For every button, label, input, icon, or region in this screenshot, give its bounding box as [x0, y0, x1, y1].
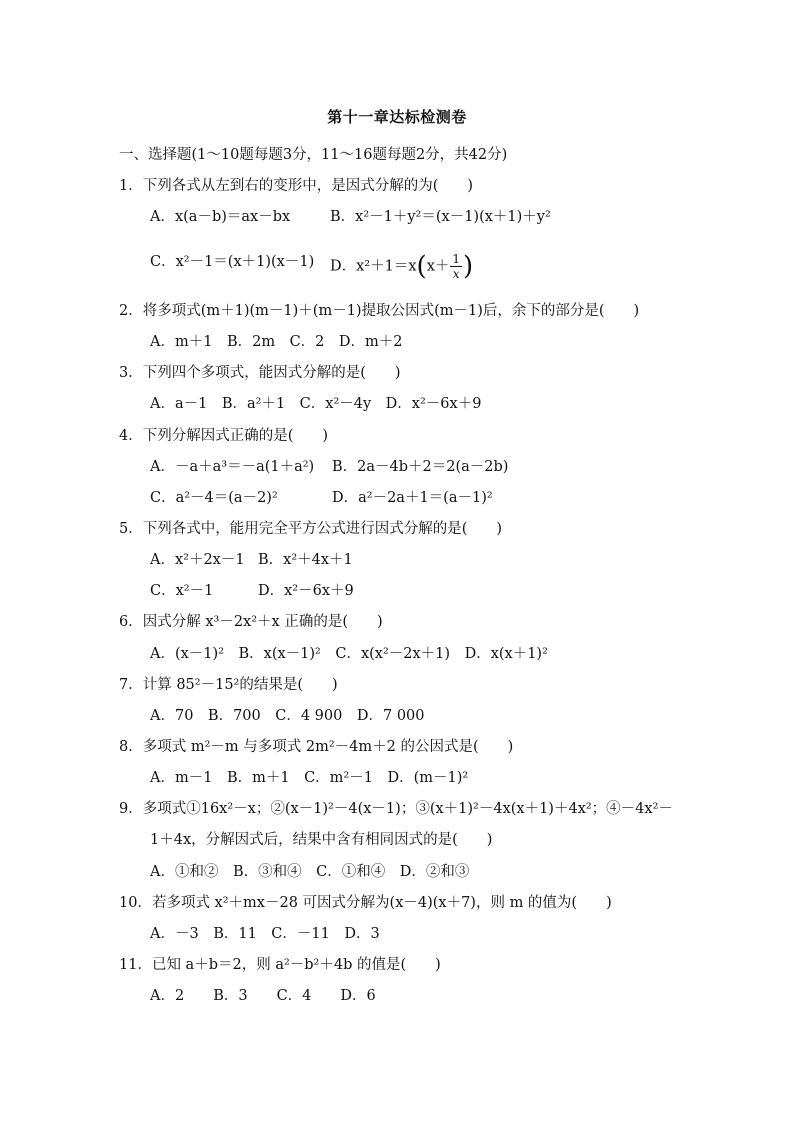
question-9-stem-line-1: 9．多项式①16x²－x；②(x－1)²－4(x－1)；③(x＋1)²－4x(x＋1)＋4x²；④－4x²－ [119, 801, 673, 817]
question-4-stem: 4．下列分解因式正确的是( ) [119, 428, 329, 444]
question-1-stem: 1．下列各式从左到右的变形中，是因式分解的为( ) [119, 178, 474, 194]
question-1-option-d-prefix: D．x²＋1＝x [330, 258, 417, 275]
question-5-option-d: D．x²－6x＋9 [258, 583, 354, 599]
question-4-option-c: C．a²－4＝(a－2)² [150, 490, 278, 506]
fraction-denominator: x [452, 267, 460, 281]
question-2-options: A．m＋1 B．2m C．2 D．m＋2 [150, 334, 403, 350]
fraction-numerator: 1 [452, 252, 461, 266]
question-1-option-d-inner: x＋ [426, 258, 450, 275]
question-3-options: A．a－1 B．a²＋1 C．x²－4y D．x²－6x＋9 [150, 396, 482, 412]
question-1-option-a: A．x(a－b)＝ax－bx [150, 209, 291, 225]
question-1-option-c: C．x²－1＝(x＋1)(x－1) [150, 254, 315, 270]
question-8-stem: 8．多项式 m²－m 与多项式 2m²－4m＋2 的公因式是( ) [119, 739, 514, 755]
question-7-options: A．70 B．700 C．4 900 D．7 000 [150, 708, 425, 724]
question-5-option-c: C．x²－1 [150, 583, 214, 599]
question-6-options: A．(x－1)² B．x(x－1)² C．x(x²－2x＋1) D．x(x＋1)² [150, 646, 548, 662]
question-5-option-a: A．x²＋2x－1 [150, 552, 245, 568]
question-1-option-b: B．x²－1＋y²＝(x－1)(x＋1)＋y² [330, 209, 551, 225]
fraction [450, 252, 462, 281]
question-1-option-d: D．x²＋1＝x(x＋ $\frac{1}{x}$ ) [330, 251, 474, 282]
question-11-stem: 11．已知 a＋b＝2，则 a²－b²＋4b 的值是( ) [119, 957, 441, 973]
page-title: 第十一章达标检测卷 [327, 108, 467, 126]
question-2-stem: 2．将多项式(m＋1)(m－1)＋(m－1)提取公因式(m－1)后，余下的部分是( ) [119, 303, 640, 319]
question-11-options: A．2 B．3 C．4 D．6 [150, 988, 376, 1004]
question-4-option-d: D．a²－2a＋1＝(a－1)² [332, 490, 493, 506]
question-8-options: A．m－1 B．m＋1 C．m²－1 D．(m－1)² [150, 770, 469, 786]
question-6-stem: 6．因式分解 x³－2x²＋x 正确的是( ) [119, 614, 383, 630]
question-5-stem: 5．下列各式中，能用完全平方公式进行因式分解的是( ) [119, 521, 503, 537]
question-7-stem: 7．计算 85²－15²的结果是( ) [119, 677, 338, 693]
section-heading: 一、选择题(1～10题每题3分，11～16题每题2分，共42分) [119, 147, 508, 163]
question-4-option-a: A．－a＋a³＝－a(1＋a²) [150, 459, 315, 475]
question-9-options: A．①和② B．③和④ C．①和④ D．②和③ [150, 864, 470, 880]
question-10-stem: 10．若多项式 x²＋mx－28 可因式分解为(x－4)(x＋7)，则 m 的值为( ) [119, 895, 612, 911]
question-9-stem-line-2: 1＋4x，分解因式后，结果中含有相同因式的是( ) [150, 832, 493, 848]
question-4-option-b: B．2a－4b＋2＝2(a－2b) [332, 459, 509, 475]
question-3-stem: 3．下列四个多项式，能因式分解的是( ) [119, 365, 401, 381]
question-10-options: A．－3 B．11 C．－11 D．3 [150, 926, 380, 942]
question-5-option-b: B．x²＋4x＋1 [258, 552, 353, 568]
